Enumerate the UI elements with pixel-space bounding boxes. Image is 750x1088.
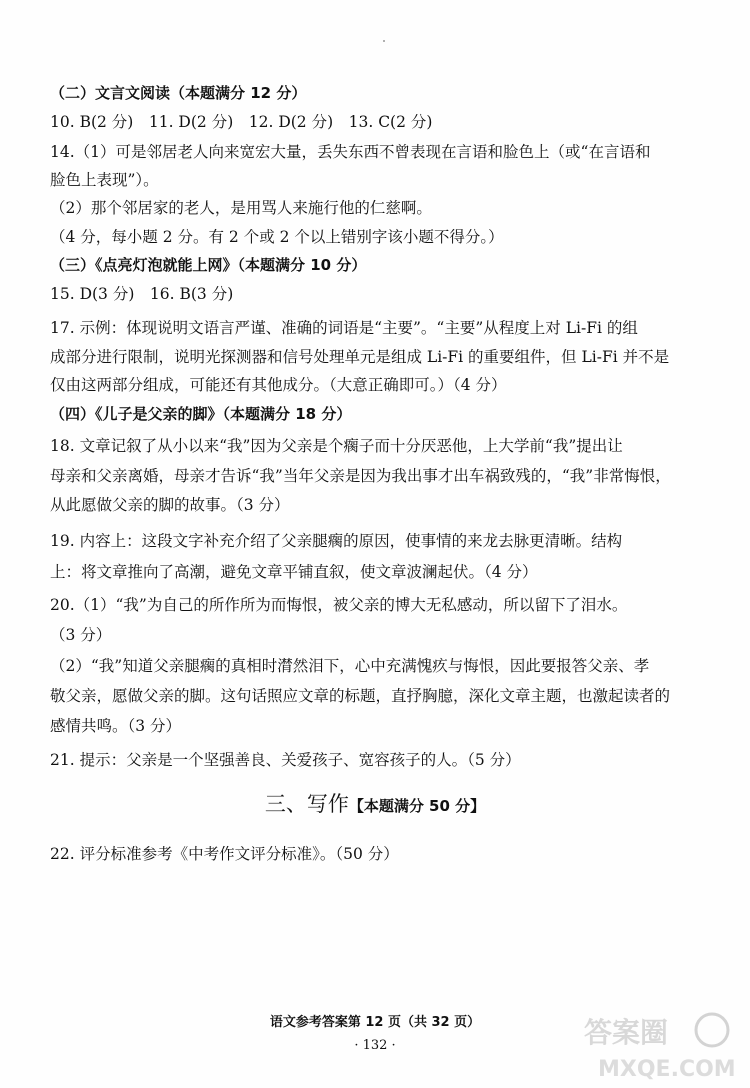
answer-18-line3: 从此愿做父亲的脚的故事。（3 分）: [50, 496, 290, 514]
answer-17-line2: 成部分进行限制，说明光探测器和信号处理单元是组成 Li-Fi 的重要组件，但 Li-Fi 并不是: [50, 348, 670, 366]
answer-22: 22. 评分标准参考《中考作文评分标准》。（50 分）: [50, 845, 399, 863]
answer-14-note: （4 分，每小题 2 分。有 2 个或 2 个以上错别字该小题不得分。）: [50, 228, 504, 246]
answer-14-1-line1: 14.（1）可是邻居老人向来宽宏大量，丢失东西不曾表现在言语和脸色上（或“在言语和: [50, 143, 651, 161]
watermark-circle-icon: [696, 1014, 728, 1046]
answer-17-line3: 仅由这两部分组成，可能还有其他成分。（大意正确即可。）（4 分）: [50, 376, 507, 394]
answer-19-line1: 19. 内容上：这段文字补充介绍了父亲腿瘸的原因，使事情的来龙去脉更清晰。结构: [50, 532, 623, 550]
writing-title: 三、写作: [264, 792, 349, 816]
answer-19-line2: 上：将文章推向了高潮，避免文章平铺直叙，使文章波澜起伏。（4 分）: [50, 563, 538, 581]
watermark-logo: [580, 1010, 740, 1082]
feet-heading: （四）《儿子是父亲的脚》（本题满分 18 分）: [50, 405, 352, 423]
answers-10-13: 10. B(2 分) 11. D(2 分) 12. D(2 分) 13. C(2 分): [50, 113, 433, 131]
scan-speck: [383, 40, 385, 42]
watermark-text-cn: 答案圈: [584, 1016, 669, 1049]
footer-reference: 语文参考答案第 12 页（共 32 页）: [269, 1015, 481, 1030]
watermark-text-en: MXQE.COM: [598, 1057, 736, 1082]
answer-14-1-line2: 脸色上表现”）。: [50, 171, 159, 189]
page-number: · 132 ·: [354, 1038, 396, 1053]
answers-15-16: 15. D(3 分) 16. B(3 分): [50, 285, 234, 303]
answer-17-line1: 17. 示例：体现说明文语言严谨、准确的词语是“主要”。“主要”从程度上对 Li-Fi 的组: [50, 319, 638, 337]
classical-chinese-heading: （二）文言文阅读（本题满分 12 分）: [50, 84, 307, 102]
answer-14-2: （2）那个邻居家的老人，是用骂人来施行他的仁慈啊。: [50, 199, 432, 217]
writing-subtitle: 【本题满分 50 分】: [348, 797, 486, 815]
answer-20-2-line3: 感情共鸣。（3 分）: [50, 717, 182, 735]
answer-20-1-line2: （3 分）: [50, 626, 112, 644]
answer-21: 21. 提示：父亲是一个坚强善良、关爱孩子、宽容孩子的人。（5 分）: [50, 751, 521, 769]
lifi-heading: （三）《点亮灯泡就能上网》（本题满分 10 分）: [50, 256, 367, 274]
answer-18-line1: 18. 文章记叙了从小以来“我”因为父亲是个瘸子而十分厌恶他，上大学前“我”提出让: [50, 437, 623, 455]
answer-20-1-line1: 20.（1）“我”为自己的所作所为而悔恨，被父亲的博大无私感动，所以留下了泪水。: [50, 596, 628, 614]
answer-20-2-line1: （2）“我”知道父亲腿瘸的真相时潸然泪下，心中充满愧疚与悔恨，因此要报答父亲、孝: [50, 657, 650, 675]
writing-section-title: [0, 790, 750, 820]
answer-20-2-line2: 敬父亲，愿做父亲的脚。这句话照应文章的标题，直抒胸臆，深化文章主题，也激起读者的: [50, 687, 671, 705]
answer-18-line2: 母亲和父亲离婚，母亲才告诉“我”当年父亲是因为我出事才出车祸致残的，“我”非常悔恨，: [50, 467, 671, 485]
